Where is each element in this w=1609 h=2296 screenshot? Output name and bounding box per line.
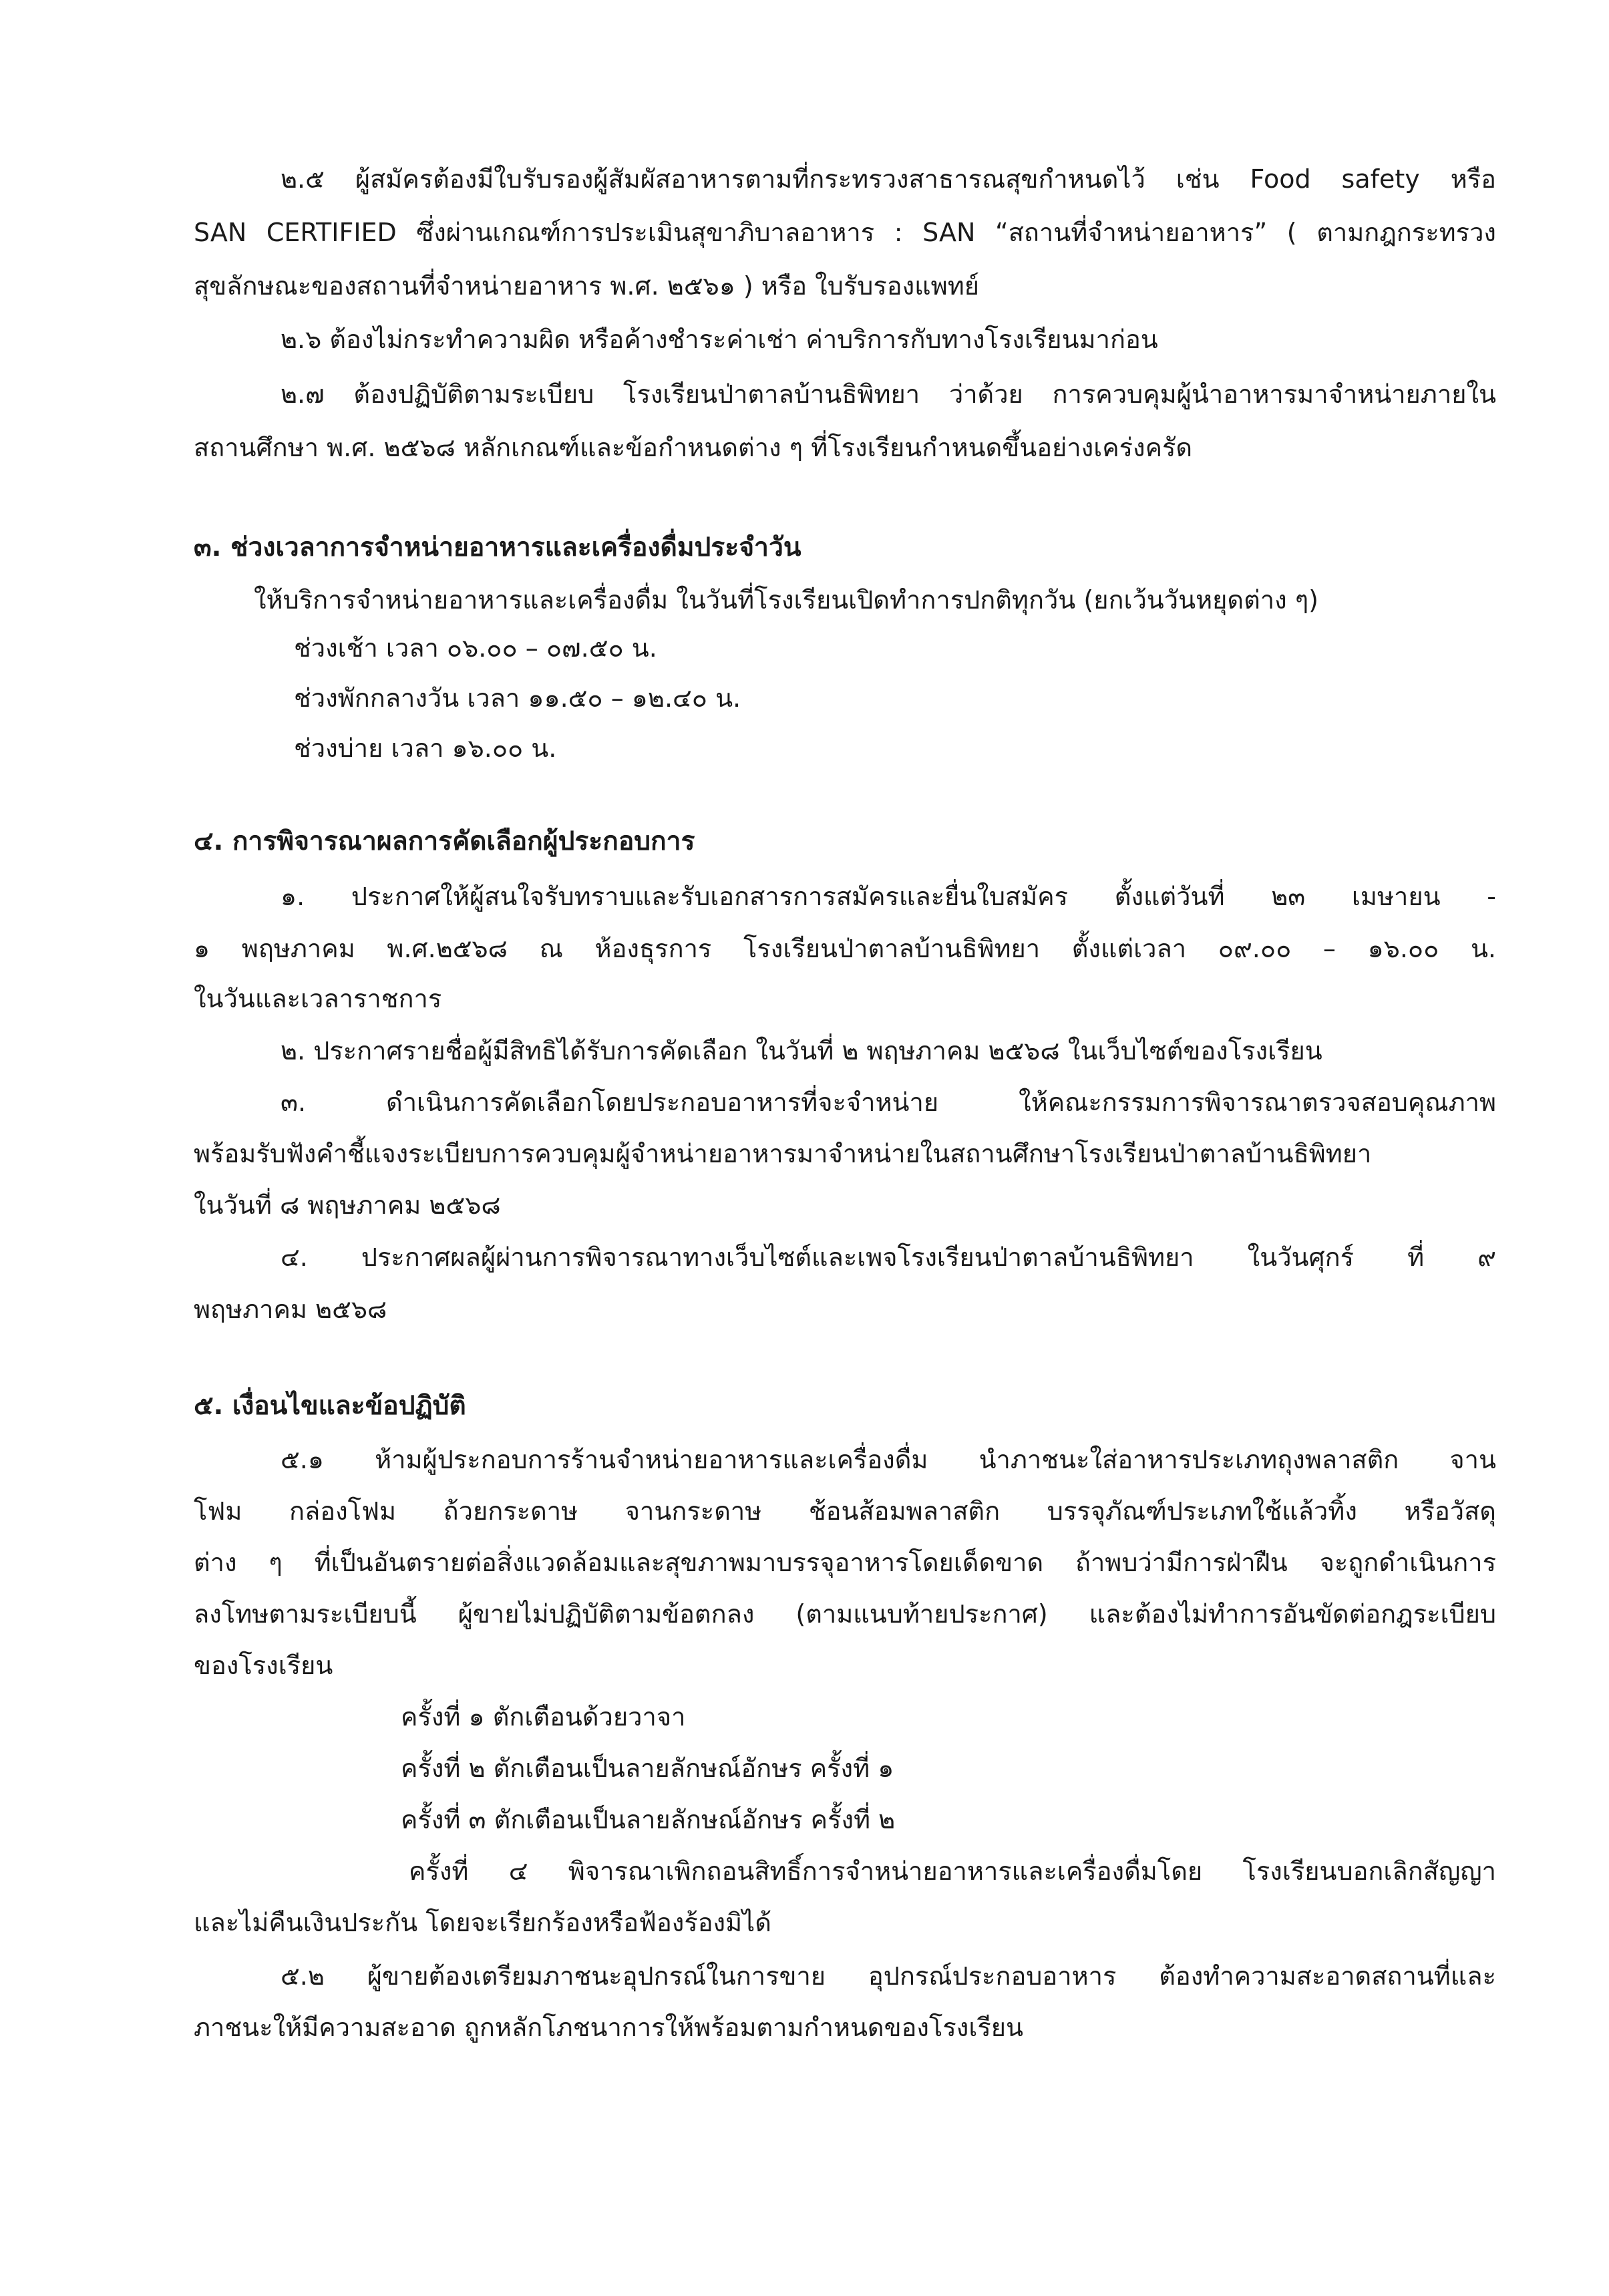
item-5-2-line-2: ภาชนะให้มีความสะอาด ถูกหลักโภชนาการให้พร้อมตามกำหนดของโรงเรียน [194, 2013, 1023, 2042]
item-5-1-line-5: ของโรงเรียน [194, 1651, 333, 1680]
item-5-1-line-4: ลงโทษตามระเบียบนี้ ผู้ขายไม่ปฏิบัติตามข้อตกลง (ตามแนบท้ายประกาศ) และต้องไม่ทำการอันขัดต่อกฎระเบียบ [194, 1599, 1496, 1629]
item-2-7-line-1: ๒.๗ ต้องปฏิบัติตามระเบียบ โรงเรียนป่าตาลบ้านธิพิทยา ว่าด้วย การควบคุมผู้นำอาหารมาจำหน่ายภายใน [281, 379, 1496, 409]
item-4-3-line-3: ในวันที่ ๘ พฤษภาคม ๒๕๖๘ [194, 1190, 501, 1220]
item-5-1-line-3: ต่าง ๆ ที่เป็นอันตรายต่อสิ่งแวดล้อมและสุขภาพมาบรรจุอาหารโดยเด็ดขาด ถ้าพบว่ามีการฝ่าฝืน จะถูกดำเนินการ [194, 1548, 1496, 1577]
penalty-1: ครั้งที่ ๑ ตักเตือนด้วยวาจา [401, 1702, 686, 1732]
time-morning: ช่วงเช้า เวลา ๐๖.๐๐ – ๐๗.๕๐ น. [294, 633, 657, 663]
item-4-1-line-3: ในวันและเวลาราชการ [194, 984, 442, 1013]
item-4-4-line-2: พฤษภาคม ๒๕๖๘ [194, 1295, 387, 1324]
item-2-6: ๒.๖ ต้องไม่กระทำความผิด หรือค้างชำระค่าเช่า ค่าบริการกับทางโรงเรียนมาก่อน [281, 325, 1158, 354]
penalty-3: ครั้งที่ ๓ ตักเตือนเป็นลายลักษณ์อักษร ครั้งที่ ๒ [401, 1805, 896, 1834]
section-3-intro: ให้บริการจำหน่ายอาหารและเครื่องดื่ม ในวันที่โรงเรียนเปิดทำการปกติทุกวัน (ยกเว้นวันหยุดต่าง ๆ) [254, 585, 1318, 615]
item-4-1-line-2: ๑ พฤษภาคม พ.ศ.๒๕๖๘ ณ ห้องธุรการ โรงเรียนป่าตาลบ้านธิพิทยา ตั้งแต่เวลา ๐๙.๐๐ – ๑๖.๐๐ น. [194, 934, 1496, 963]
item-4-3-line-2: พร้อมรับฟังคำชี้แจงระเบียบการควบคุมผู้จำหน่ายอาหารมาจำหน่ายในสถานศึกษาโรงเรียนป่าตาลบ้านธิพิทยา [194, 1139, 1372, 1168]
penalty-2: ครั้งที่ ๒ ตักเตือนเป็นลายลักษณ์อักษร ครั้งที่ ๑ [401, 1754, 894, 1783]
item-2-7-line-2: สถานศึกษา พ.ศ. ๒๕๖๘ หลักเกณฑ์และข้อกำหนดต่าง ๆ ที่โรงเรียนกำหนดขึ้นอย่างเคร่งครัด [194, 433, 1193, 462]
item-4-2: ๒. ประกาศรายชื่อผู้มีสิทธิได้รับการคัดเลือก ในวันที่ ๒ พฤษภาคม ๒๕๖๘ ในเว็บไซต์ของโรงเรียน [281, 1036, 1322, 1065]
item-2-5-line-2: SAN CERTIFIED ซึ่งผ่านเกณฑ์การประเมินสุขาภิบาลอาหาร : SAN “สถานที่จำหน่ายอาหาร” ( ตามกฎกระทรวง [194, 218, 1496, 247]
time-lunch: ช่วงพักกลางวัน เวลา ๑๑.๕๐ – ๑๒.๔๐ น. [294, 683, 741, 713]
penalty-4-line-1: ครั้งที่ ๔ พิจารณาเพิกถอนสิทธิ์การจำหน่ายอาหารและเครื่องดื่มโดย โรงเรียนบอกเลิกสัญญา [409, 1856, 1496, 1886]
item-2-5-line-3: สุขลักษณะของสถานที่จำหน่ายอาหาร พ.ศ. ๒๕๖๑ ) หรือ ใบรับรองแพทย์ [194, 271, 980, 301]
item-4-1-line-1: ๑. ประกาศให้ผู้สนใจรับทราบและรับเอกสารการสมัครและยื่นใบสมัคร ตั้งแต่วันที่ ๒๓ เมษายน - [281, 882, 1496, 911]
time-afternoon: ช่วงบ่าย เวลา ๑๖.๐๐ น. [294, 733, 557, 763]
item-4-3-line-1: ๓. ดำเนินการคัดเลือกโดยประกอบอาหารที่จะจำหน่าย ให้คณะกรรมการพิจารณาตรวจสอบคุณภาพ [281, 1088, 1496, 1117]
item-2-5-line-1: ๒.๕ ผู้สมัครต้องมีใบรับรองผู้สัมผัสอาหารตามที่กระทรวงสาธารณสุขกำหนดไว้ เช่น Food safety หรือ [281, 164, 1496, 194]
section-3-heading: ๓. ช่วงเวลาการจำหน่ายอาหารและเครื่องดื่มประจำวัน [194, 532, 801, 562]
section-4-heading: ๔. การพิจารณาผลการคัดเลือกผู้ประกอบการ [194, 826, 695, 856]
penalty-4-line-2: และไม่คืนเงินประกัน โดยจะเรียกร้องหรือฟ้องร้องมิได้ [194, 1908, 771, 1937]
item-4-4-line-1: ๔. ประกาศผลผู้ผ่านการพิจารณาทางเว็บไซต์และเพจโรงเรียนป่าตาลบ้านธิพิทยา ในวันศุกร์ ที่ ๙ [281, 1243, 1496, 1272]
item-5-2-line-1: ๕.๒ ผู้ขายต้องเตรียมภาชนะอุปกรณ์ในการขาย อุปกรณ์ประกอบอาหาร ต้องทำความสะอาดสถานที่และ [281, 1961, 1496, 1991]
item-5-1-line-2: โฟม กล่องโฟม ถ้วยกระดาษ จานกระดาษ ช้อนส้อมพลาสติก บรรจุภัณฑ์ประเภทใช้แล้วทิ้ง หรือวัสดุ [194, 1496, 1496, 1526]
section-5-heading: ๕. เงื่อนไขและข้อปฏิบัติ [194, 1391, 466, 1421]
item-5-1-line-1: ๕.๑ ห้ามผู้ประกอบการร้านจำหน่ายอาหารและเครื่องดื่ม นำภาชนะใส่อาหารประเภทถุงพลาสติก จาน [281, 1445, 1496, 1474]
